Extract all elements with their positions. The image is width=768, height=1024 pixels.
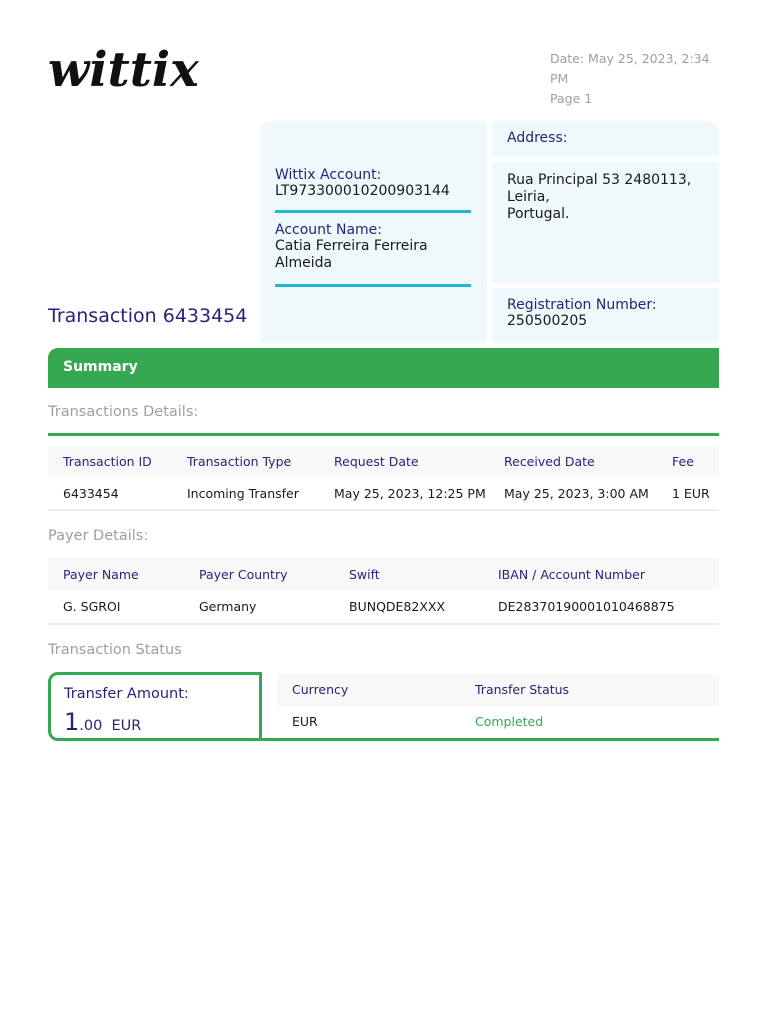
divider (275, 210, 471, 213)
summary-bar (48, 348, 719, 388)
transfer-amount-label: Transfer Amount: (64, 686, 189, 702)
summary-label: Summary (63, 359, 138, 375)
amount-integer: 1 (64, 708, 80, 736)
registration-label: Registration Number: (507, 297, 657, 313)
address-label: Address: (507, 130, 568, 146)
account-name-block (275, 222, 471, 272)
column-header: Transaction ID (63, 454, 152, 469)
address-cell (492, 162, 719, 283)
table-cell: G. SGROI (63, 599, 121, 614)
logo-text: wittix (48, 42, 199, 98)
column-header: Payer Country (199, 567, 288, 582)
column-header: IBAN / Account Number (498, 567, 645, 582)
document-meta (550, 49, 720, 109)
table-row (277, 706, 719, 738)
page-number: Page 1 (550, 91, 593, 106)
amount-currency: EUR (111, 718, 142, 734)
address-value (507, 172, 707, 223)
column-header: Swift (349, 567, 380, 582)
table-row (48, 477, 719, 509)
divider (48, 433, 719, 436)
wittix-logo (48, 40, 208, 108)
address-line-3: Portugal. (507, 206, 570, 222)
wittix-account-block (275, 167, 471, 200)
address-line-2: Leiria, (507, 189, 550, 205)
transfer-amount-value (64, 708, 141, 736)
table-cell: EUR (292, 714, 318, 729)
column-header: Request Date (334, 454, 419, 469)
transaction-details-label: Transactions Details: (48, 404, 199, 420)
divider (48, 509, 719, 511)
column-header: Currency (292, 682, 349, 697)
table-header (48, 445, 719, 477)
transaction-status-table (277, 674, 719, 738)
table-header (48, 558, 719, 590)
transfer-amount-box (48, 672, 262, 741)
payer-details-label: Payer Details: (48, 528, 149, 544)
amount-decimal: .00 (79, 718, 103, 734)
transaction-status-panel (48, 672, 719, 741)
registration-value: 250500205 (507, 313, 588, 329)
document-date: Date: May 25, 2023, 2:34 PM (550, 51, 710, 86)
column-header: Received Date (504, 454, 595, 469)
account-name-label: Account Name: (275, 222, 382, 238)
address-line-1: Rua Principal 53 2480113, (507, 172, 692, 188)
table-cell: 6433454 (63, 486, 119, 501)
table-cell: Germany (199, 599, 257, 614)
table-cell: BUNQDE82XXX (349, 599, 446, 614)
table-cell: May 25, 2023, 3:00 AM (504, 486, 649, 501)
wittix-account-label: Wittix Account: (275, 167, 382, 183)
address-label-cell (492, 121, 719, 157)
divider (48, 623, 719, 625)
column-header: Fee (672, 454, 694, 469)
account-name-value: Catia Ferreira Ferreira Almeida (275, 238, 428, 271)
payer-details-table (48, 558, 719, 622)
column-header: Transfer Status (475, 682, 570, 697)
page-title: Transaction 6433454 (48, 305, 248, 327)
status-badge: Completed (475, 714, 544, 729)
divider (275, 284, 471, 287)
column-header: Transaction Type (187, 454, 292, 469)
transaction-status-label: Transaction Status (48, 642, 182, 658)
registration-block (507, 297, 657, 330)
account-info-panel (260, 121, 719, 343)
divider (262, 738, 719, 741)
table-row (48, 590, 719, 622)
table-cell: May 25, 2023, 12:25 PM (334, 486, 486, 501)
table-header (277, 674, 719, 706)
column-header: Payer Name (63, 567, 139, 582)
account-left-panel (260, 121, 487, 343)
table-cell: Incoming Transfer (187, 486, 299, 501)
transaction-details-table (48, 445, 719, 509)
registration-cell (492, 288, 719, 343)
table-cell: 1 EUR (672, 486, 710, 501)
wittix-account-value: LT973300010200903144 (275, 183, 450, 199)
table-cell: DE28370190001010468875 (498, 599, 675, 614)
